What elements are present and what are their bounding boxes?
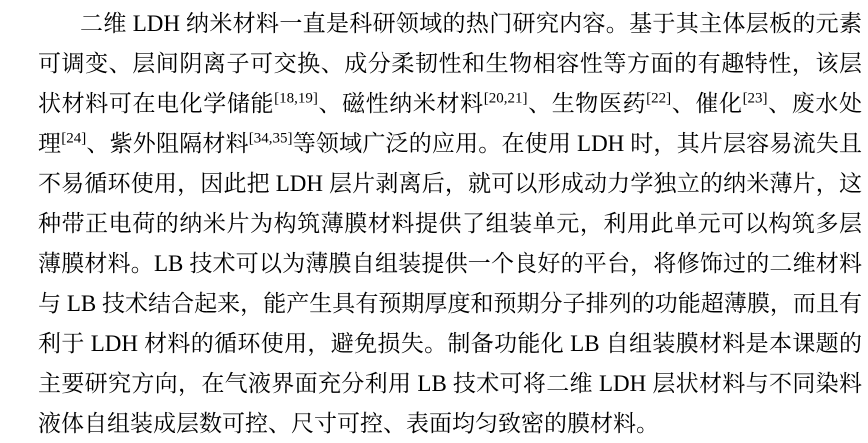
paragraph <box>38 4 862 443</box>
citation-superscript: [34,35] <box>248 130 293 147</box>
citation-superscript: [24] <box>61 130 87 147</box>
paragraph-text-segment: 、废水处理 <box>38 91 862 156</box>
citation-superscript: [20,21] <box>483 90 528 107</box>
citation-superscript: [18,19] <box>274 90 318 107</box>
citation-superscript: [23] <box>742 90 768 107</box>
paragraph-text-segment: 、磁性纳米材料 <box>317 91 484 116</box>
paragraph-text-segment: 、生物医药 <box>527 91 647 116</box>
citation-superscript: [22] <box>646 90 672 107</box>
paragraph-text-segment: 二维 LDH 纳米材料一直是科研领域的热门研究内容。基于其主体层板的元素可调变、层间阴离子可交换、成分柔韧性和生物相容性等方面的有趣特性，该层状材料可在电化学储能 <box>38 11 862 116</box>
paragraph-text-segment: 等领域广泛的应用。在使用 LDH 时，其片层容易流失且不易循环使用，因此把 LDH 层片剥离后，就可以形成动力学独立的纳米薄片，这种带正电荷的纳米片为构筑薄膜材料提供了组装单元，利用此单元可以构筑多层薄膜材料。LB 技术可以为薄膜自组装提供一个良好的平台，将修饰过的二维材料与 LB 技术结合起来，能产生具有预期厚度和预期分子排列的功能超薄膜，而且有利于 LDH 材料的循环使用，避免损失。制备功能化 LB 自组装膜材料是本课题的主要研究方向，在气液界面充分利用 LB 技术可将二维 LDH 层状材料与不同染料液体自组装成层数可控、尺寸可控、表面均匀致密的膜材料。 <box>38 131 863 436</box>
paragraph-text-segment: 、催化 <box>671 91 743 116</box>
paragraph-text-segment: 、紫外阻隔材料 <box>86 131 249 156</box>
